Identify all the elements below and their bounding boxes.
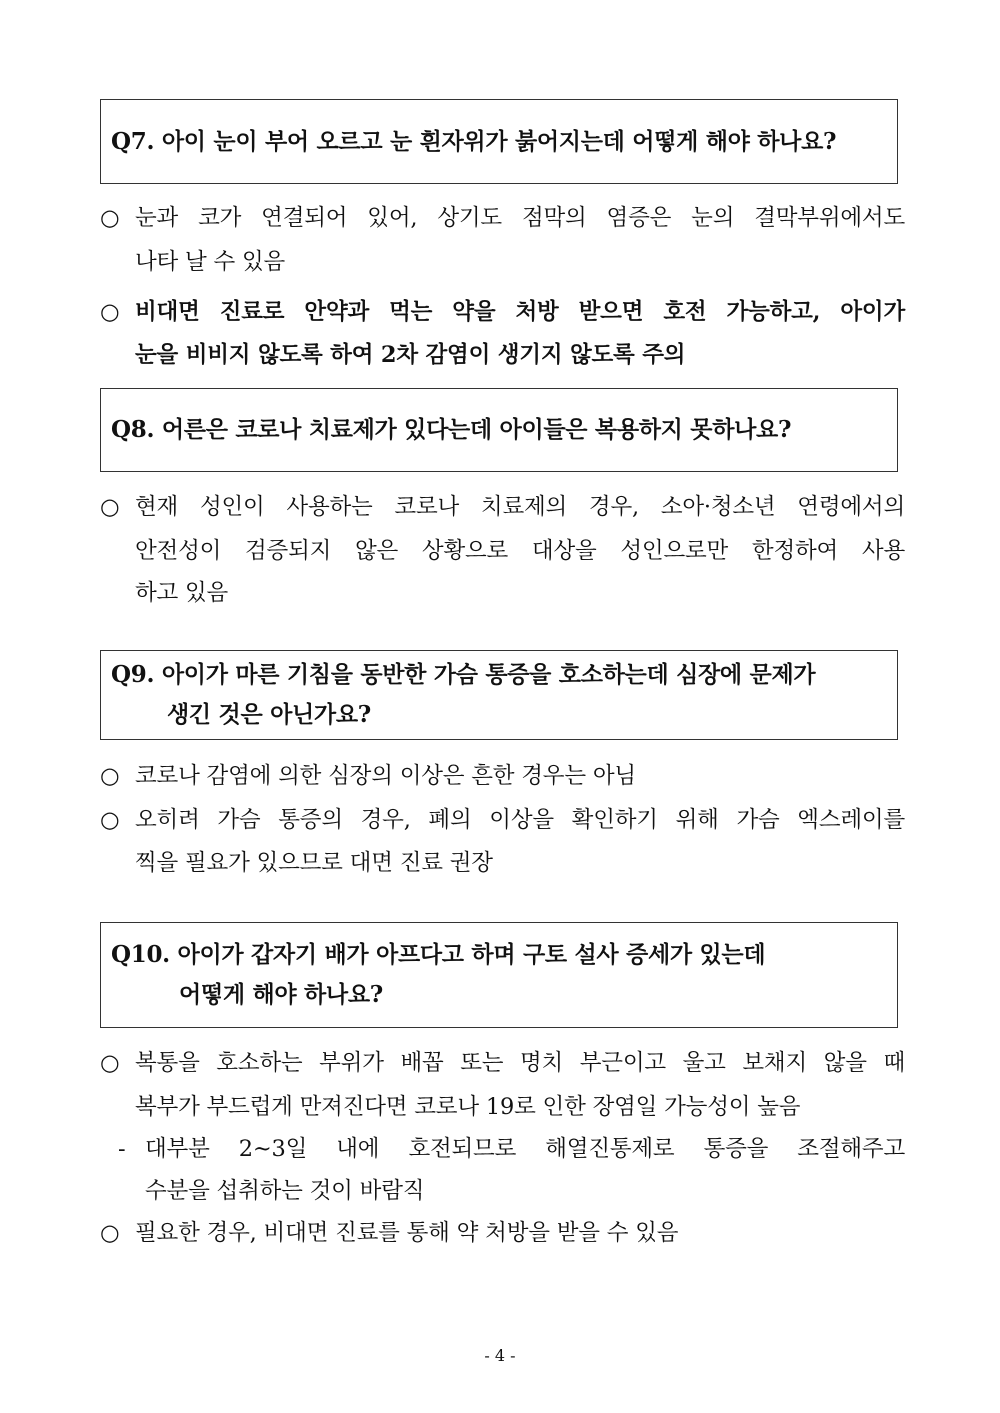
q8-answer-1-line-3: 하고 있음 [135, 580, 229, 606]
dash-marker: - [118, 1136, 126, 1162]
q9-title-line-1: Q9. 아이가 마른 기침을 동반한 가슴 통증을 호소하는데 심장에 문제가 [111, 661, 816, 688]
q8-title: Q8. 어른은 코로나 치료제가 있다는데 아이들은 복용하지 못하나요? [111, 416, 792, 443]
q10-detail-1-line-2: 수분을 섭취하는 것이 바람직 [145, 1178, 425, 1204]
q9-title-line-2: 생긴 것은 아닌가요? [167, 701, 371, 728]
q9-answer-2-line-1: ○ 오히려 가슴 통증의 경우, 폐의 이상을 확인하기 위해 가슴 엑스레이를 [100, 807, 905, 833]
q8-question-box [100, 388, 898, 472]
bullet-circle: ○ [100, 1220, 120, 1246]
q7-question-box [100, 99, 898, 184]
q10-title-line-2: 어떻게 해야 하나요? [179, 981, 383, 1008]
q8-answer-1-line-2: 안전성이 검증되지 않은 상황으로 대상을 성인으로만 한정하여 사용 [135, 538, 905, 564]
bullet-circle: ○ [100, 763, 120, 789]
q9-answer-1-line-1: ○ 코로나 감염에 의한 심장의 이상은 흔한 경우는 아님 [100, 763, 636, 789]
bullet-circle: ○ [100, 494, 120, 520]
q10-answer-2-line-1: ○ 필요한 경우, 비대면 진료를 통해 약 처방을 받을 수 있음 [100, 1220, 679, 1246]
q10-question-box [100, 922, 898, 1028]
q9-answer-2-line-2: 찍을 필요가 있으므로 대면 진료 권장 [135, 850, 493, 876]
bullet-circle: ○ [100, 299, 120, 325]
q8-answer-1-line-1: ○ 현재 성인이 사용하는 코로나 치료제의 경우, 소아·청소년 연령에서의 [100, 494, 905, 520]
q10-detail-1-line-1: - 대부분 2~3일 내에 호전되므로 해열진통제로 통증을 조절해주고 [118, 1136, 905, 1162]
bullet-circle: ○ [100, 807, 120, 833]
q10-answer-1-line-2: 복부가 부드럽게 만져진다면 코로나 19로 인한 장염일 가능성이 높음 [135, 1094, 801, 1120]
bullet-circle: ○ [100, 205, 120, 231]
bullet-circle: ○ [100, 1050, 120, 1076]
q10-title-line-1: Q10. 아이가 갑자기 배가 아프다고 하며 구토 설사 증세가 있는데 [111, 941, 766, 968]
q7-answer-2-line-1: ○ 비대면 진료로 안약과 먹는 약을 처방 받으면 호전 가능하고, 아이가 [100, 299, 905, 325]
q10-answer-1-line-1: ○ 복통을 호소하는 부위가 배꼽 또는 명치 부근이고 울고 보채지 않을 때 [100, 1050, 905, 1076]
page-number: - 4 - [484, 1346, 516, 1365]
q7-title: Q7. 아이 눈이 부어 오르고 눈 흰자위가 붉어지는데 어떻게 해야 하나요? [111, 127, 837, 155]
q7-answer-2-line-2: 눈을 비비지 않도록 하여 2차 감염이 생기지 않도록 주의 [135, 342, 686, 368]
q7-answer-1-line-1: ○ 눈과 코가 연결되어 있어, 상기도 점막의 염증은 눈의 결막부위에서도 [100, 205, 905, 231]
q9-question-box [100, 650, 898, 740]
q7-answer-1-line-2: 나타 날 수 있음 [135, 249, 286, 275]
